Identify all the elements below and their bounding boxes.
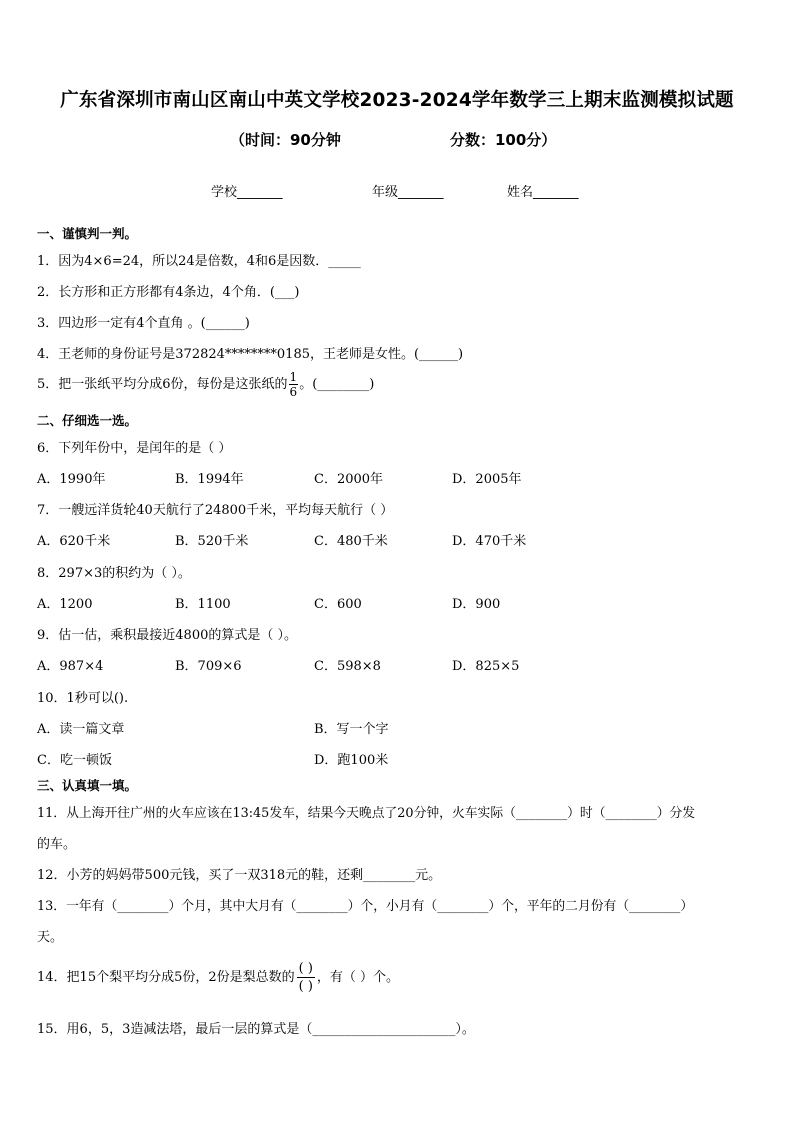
section-heading-judge: 一、谨慎判一判。 <box>37 226 138 241</box>
question-4: 4．王老师的身份证号是372824********0185，王老师是女性。(______) <box>37 347 464 362</box>
q7-option-c[interactable]: C．480千米 <box>314 534 388 549</box>
q9-option-a[interactable]: A．987×4 <box>37 659 104 674</box>
fraction-one-sixth <box>289 370 299 399</box>
question-5-text: 5．把一张纸平均分成6份，每份是这张纸的 <box>37 377 288 392</box>
question-14 <box>37 960 399 995</box>
question-8: 8．297×3的积约为（ ）。 <box>37 566 191 581</box>
q8-option-c[interactable]: C．600 <box>314 597 362 612</box>
q10-option-a[interactable]: A．读一篇文章 <box>37 722 125 737</box>
q7-option-b[interactable]: B．520千米 <box>175 534 249 549</box>
question-9: 9．估一估，乘积最接近4800的算式是（ ）。 <box>37 628 297 643</box>
q10-option-d[interactable]: D．跑100米 <box>314 753 389 768</box>
school-field[interactable]: 学校_______ <box>211 185 283 200</box>
q8-option-a[interactable]: A．1200 <box>37 597 93 612</box>
question-11: 11．从上海开往广州的火车应该在13:45发车，结果今天晚点了20分钟，火车实际（________）时（________）分发 <box>37 806 696 821</box>
question-14-text: 14．把15个梨平均分成5份，2份是梨总数的 <box>37 970 295 985</box>
section-heading-choose: 二、仔细选一选。 <box>37 413 138 428</box>
q6-option-b[interactable]: B．1994年 <box>175 472 244 487</box>
question-11-cont: 的车。 <box>37 837 77 852</box>
question-5 <box>37 370 374 399</box>
fraction-denominator: 6 <box>289 385 298 399</box>
fraction-numerator-blank[interactable]: ( ) <box>298 961 313 976</box>
q9-option-b[interactable]: B．709×6 <box>175 659 242 674</box>
q10-option-b[interactable]: B．写一个字 <box>314 722 389 737</box>
blank-fraction[interactable] <box>297 960 315 995</box>
q8-option-b[interactable]: B．1100 <box>175 597 231 612</box>
question-3: 3．四边形一定有4个直角 。(______) <box>37 316 250 331</box>
question-1: 1．因为4×6=24，所以24是倍数，4和6是因数．_____ <box>37 254 361 269</box>
q7-option-a[interactable]: A．620千米 <box>37 534 111 549</box>
grade-field[interactable]: 年级_______ <box>372 185 444 200</box>
question-15: 15．用6，5，3造减法塔，最后一层的算式是（______________________）。 <box>37 1022 475 1037</box>
question-7: 7．一艘远洋货轮40天航行了24800千米，平均每天航行（ ） <box>37 503 394 518</box>
q8-option-d[interactable]: D．900 <box>452 597 501 612</box>
question-13: 13．一年有（________）个月，其中大月有（________）个，小月有（________）个，平年的二月份有（________） <box>37 899 694 914</box>
question-12: 12．小芳的妈妈带500元钱，买了一双318元的鞋，还剩________元。 <box>37 868 442 883</box>
q9-option-c[interactable]: C．598×8 <box>314 659 381 674</box>
q6-option-a[interactable]: A．1990年 <box>37 472 106 487</box>
name-field[interactable]: 姓名_______ <box>507 185 579 200</box>
exam-score: 分数：100分） <box>450 131 557 149</box>
question-14-answer: ，有（ ）个。 <box>316 970 400 985</box>
q7-option-d[interactable]: D．470千米 <box>452 534 527 549</box>
question-2: 2．长方形和正方形都有4条边，4个角．(___) <box>37 285 300 300</box>
fraction-numerator: 1 <box>289 370 298 384</box>
question-5-answer: 。(________) <box>299 377 375 392</box>
q6-option-d[interactable]: D．2005年 <box>452 472 522 487</box>
fraction-denominator-blank[interactable]: ( ) <box>298 979 313 994</box>
question-10: 10．1秒可以(). <box>37 691 129 706</box>
section-heading-fill: 三、认真填一填。 <box>37 778 138 793</box>
q6-option-c[interactable]: C．2000年 <box>314 472 384 487</box>
question-13-cont: 天。 <box>37 930 64 945</box>
question-6: 6．下列年份中，是闰年的是（ ） <box>37 441 232 456</box>
page-title: 广东省深圳市南山区南山中英文学校2023-2024学年数学三上期末监测模拟试题 <box>60 90 734 111</box>
q10-option-c[interactable]: C．吃一顿饭 <box>37 753 112 768</box>
q9-option-d[interactable]: D．825×5 <box>452 659 520 674</box>
exam-time: （时间：90分钟 <box>230 131 341 149</box>
